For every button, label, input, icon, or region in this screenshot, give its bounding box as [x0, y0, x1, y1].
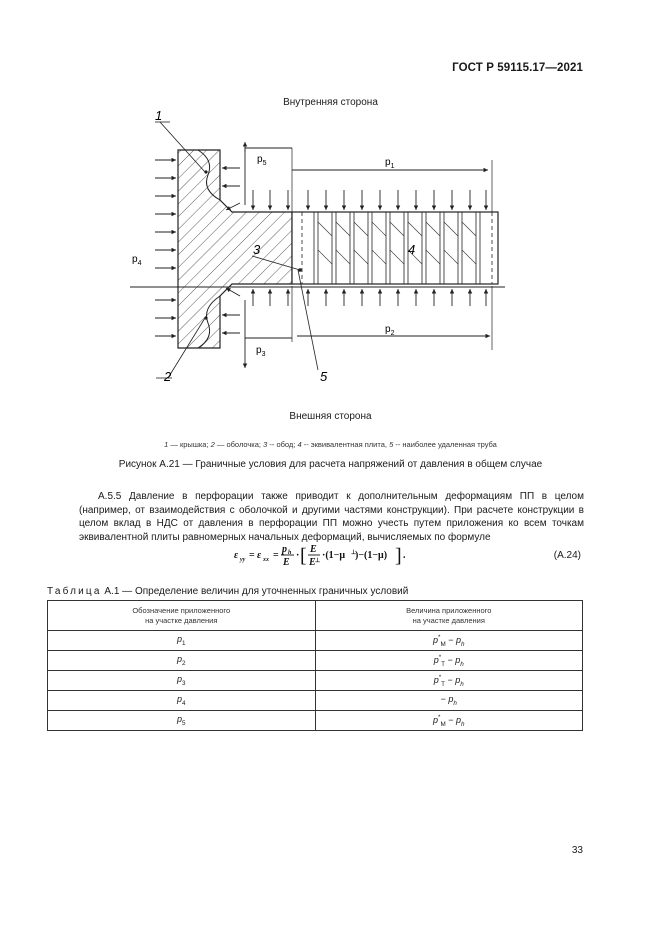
label-p1: p [385, 157, 391, 168]
equivalent-plate [292, 212, 498, 284]
figure-bottom-caption: Внешняя сторона [289, 411, 372, 422]
figure-top-caption: Внутренняя сторона [283, 97, 378, 108]
label-p2: p [385, 324, 391, 335]
document-header: ГОСТ Р 59115.17—2021 [452, 62, 583, 74]
table-header-row [48, 601, 583, 631]
svg-text:p1: $p_1$ [385, 157, 395, 170]
table-row: $p_2$ $p^*_T - p_h$ [48, 651, 583, 671]
col2-header: Величина приложенного на участке давления [315, 601, 583, 631]
label-p5: p [257, 154, 263, 165]
svg-text:.: . [403, 550, 406, 561]
svg-text:·(1−μ: ·(1−μ [322, 550, 346, 561]
label-5: 5 [320, 369, 328, 384]
svg-text:xx: xx [263, 557, 269, 563]
svg-text:=: = [249, 550, 255, 561]
svg-text:E: E [310, 544, 317, 555]
label-2: 2 [164, 369, 172, 384]
table-row: $p_3$ $p^*_T - p_h$ [48, 671, 583, 691]
svg-text:p2: $p_2$ [385, 324, 395, 337]
table-row: $p_4$ − $p_h$ [48, 691, 583, 711]
svg-text:h: h [288, 550, 292, 556]
svg-text:ε: ε [257, 550, 262, 561]
svg-text:yy: yy [240, 557, 246, 563]
svg-text:E: E [283, 557, 290, 568]
table-caption: Таблица А.1 — Определение величин для уточненных граничных условий [47, 586, 409, 597]
table-row: $p_5$ $p^*_M - p_h$ [48, 711, 583, 731]
figure-legend: 1 — крышка; 2 — оболочка; 3 -- обод; 4 -- эквивалентная плита, 5 -- наиболее удаленная труба [164, 440, 497, 449]
label-p3: p [256, 345, 262, 356]
svg-text:[: [ [300, 545, 307, 567]
svg-text:E: E [309, 557, 316, 568]
table-row: $p_1$ $p^*_M - p_h$ [48, 631, 583, 651]
col1-header: Обозначение приложенного на участке давления [48, 601, 316, 631]
p2-arrows [253, 289, 486, 306]
formula-a24 [232, 538, 412, 570]
svg-text:p4: $p_4$ [132, 254, 142, 267]
svg-text:)−(1−μ): )−(1−μ) [355, 550, 388, 561]
formula-number: (А.24) [553, 550, 581, 561]
label-1: 1 [155, 108, 163, 123]
cover-body [178, 150, 292, 348]
svg-text:p5: $p_5$ [257, 154, 267, 167]
svg-text:]: ] [395, 545, 402, 567]
body-paragraph: А.5.5 Давление в перфорации также приводит к дополнительным деформациям ПП в целом (например, от взаимодействия с оболочкой и другими частями конструкции). При расчете конструкции в целом вклад в НДС от давления в перфорации ПП можно учесть путем приложения ко всем точкам эквивалентной плиты равномерных начальных деформаций, вычисляемых по формуле [79, 491, 584, 543]
p4-arrows [155, 160, 176, 336]
p1-arrows [253, 190, 486, 210]
page-number: 33 [571, 845, 583, 856]
svg-text:⊥: ⊥ [315, 558, 321, 564]
label-3: 3 [253, 242, 261, 257]
svg-text:·: · [296, 550, 300, 561]
svg-text:p: p [282, 544, 287, 555]
boundary-diagram [0, 0, 661, 430]
svg-text:=: = [273, 550, 279, 561]
figure-caption: Рисунок А.21 — Граничные условия для расчета напряжений от давления в общем случае [118, 459, 543, 470]
svg-text:ε: ε [234, 550, 239, 561]
label-p4: p [132, 254, 138, 265]
label-4: 4 [408, 242, 416, 257]
svg-text:⊥: ⊥ [351, 550, 357, 556]
boundary-table [47, 600, 583, 731]
svg-text:p3: $p_3$ [256, 345, 266, 358]
